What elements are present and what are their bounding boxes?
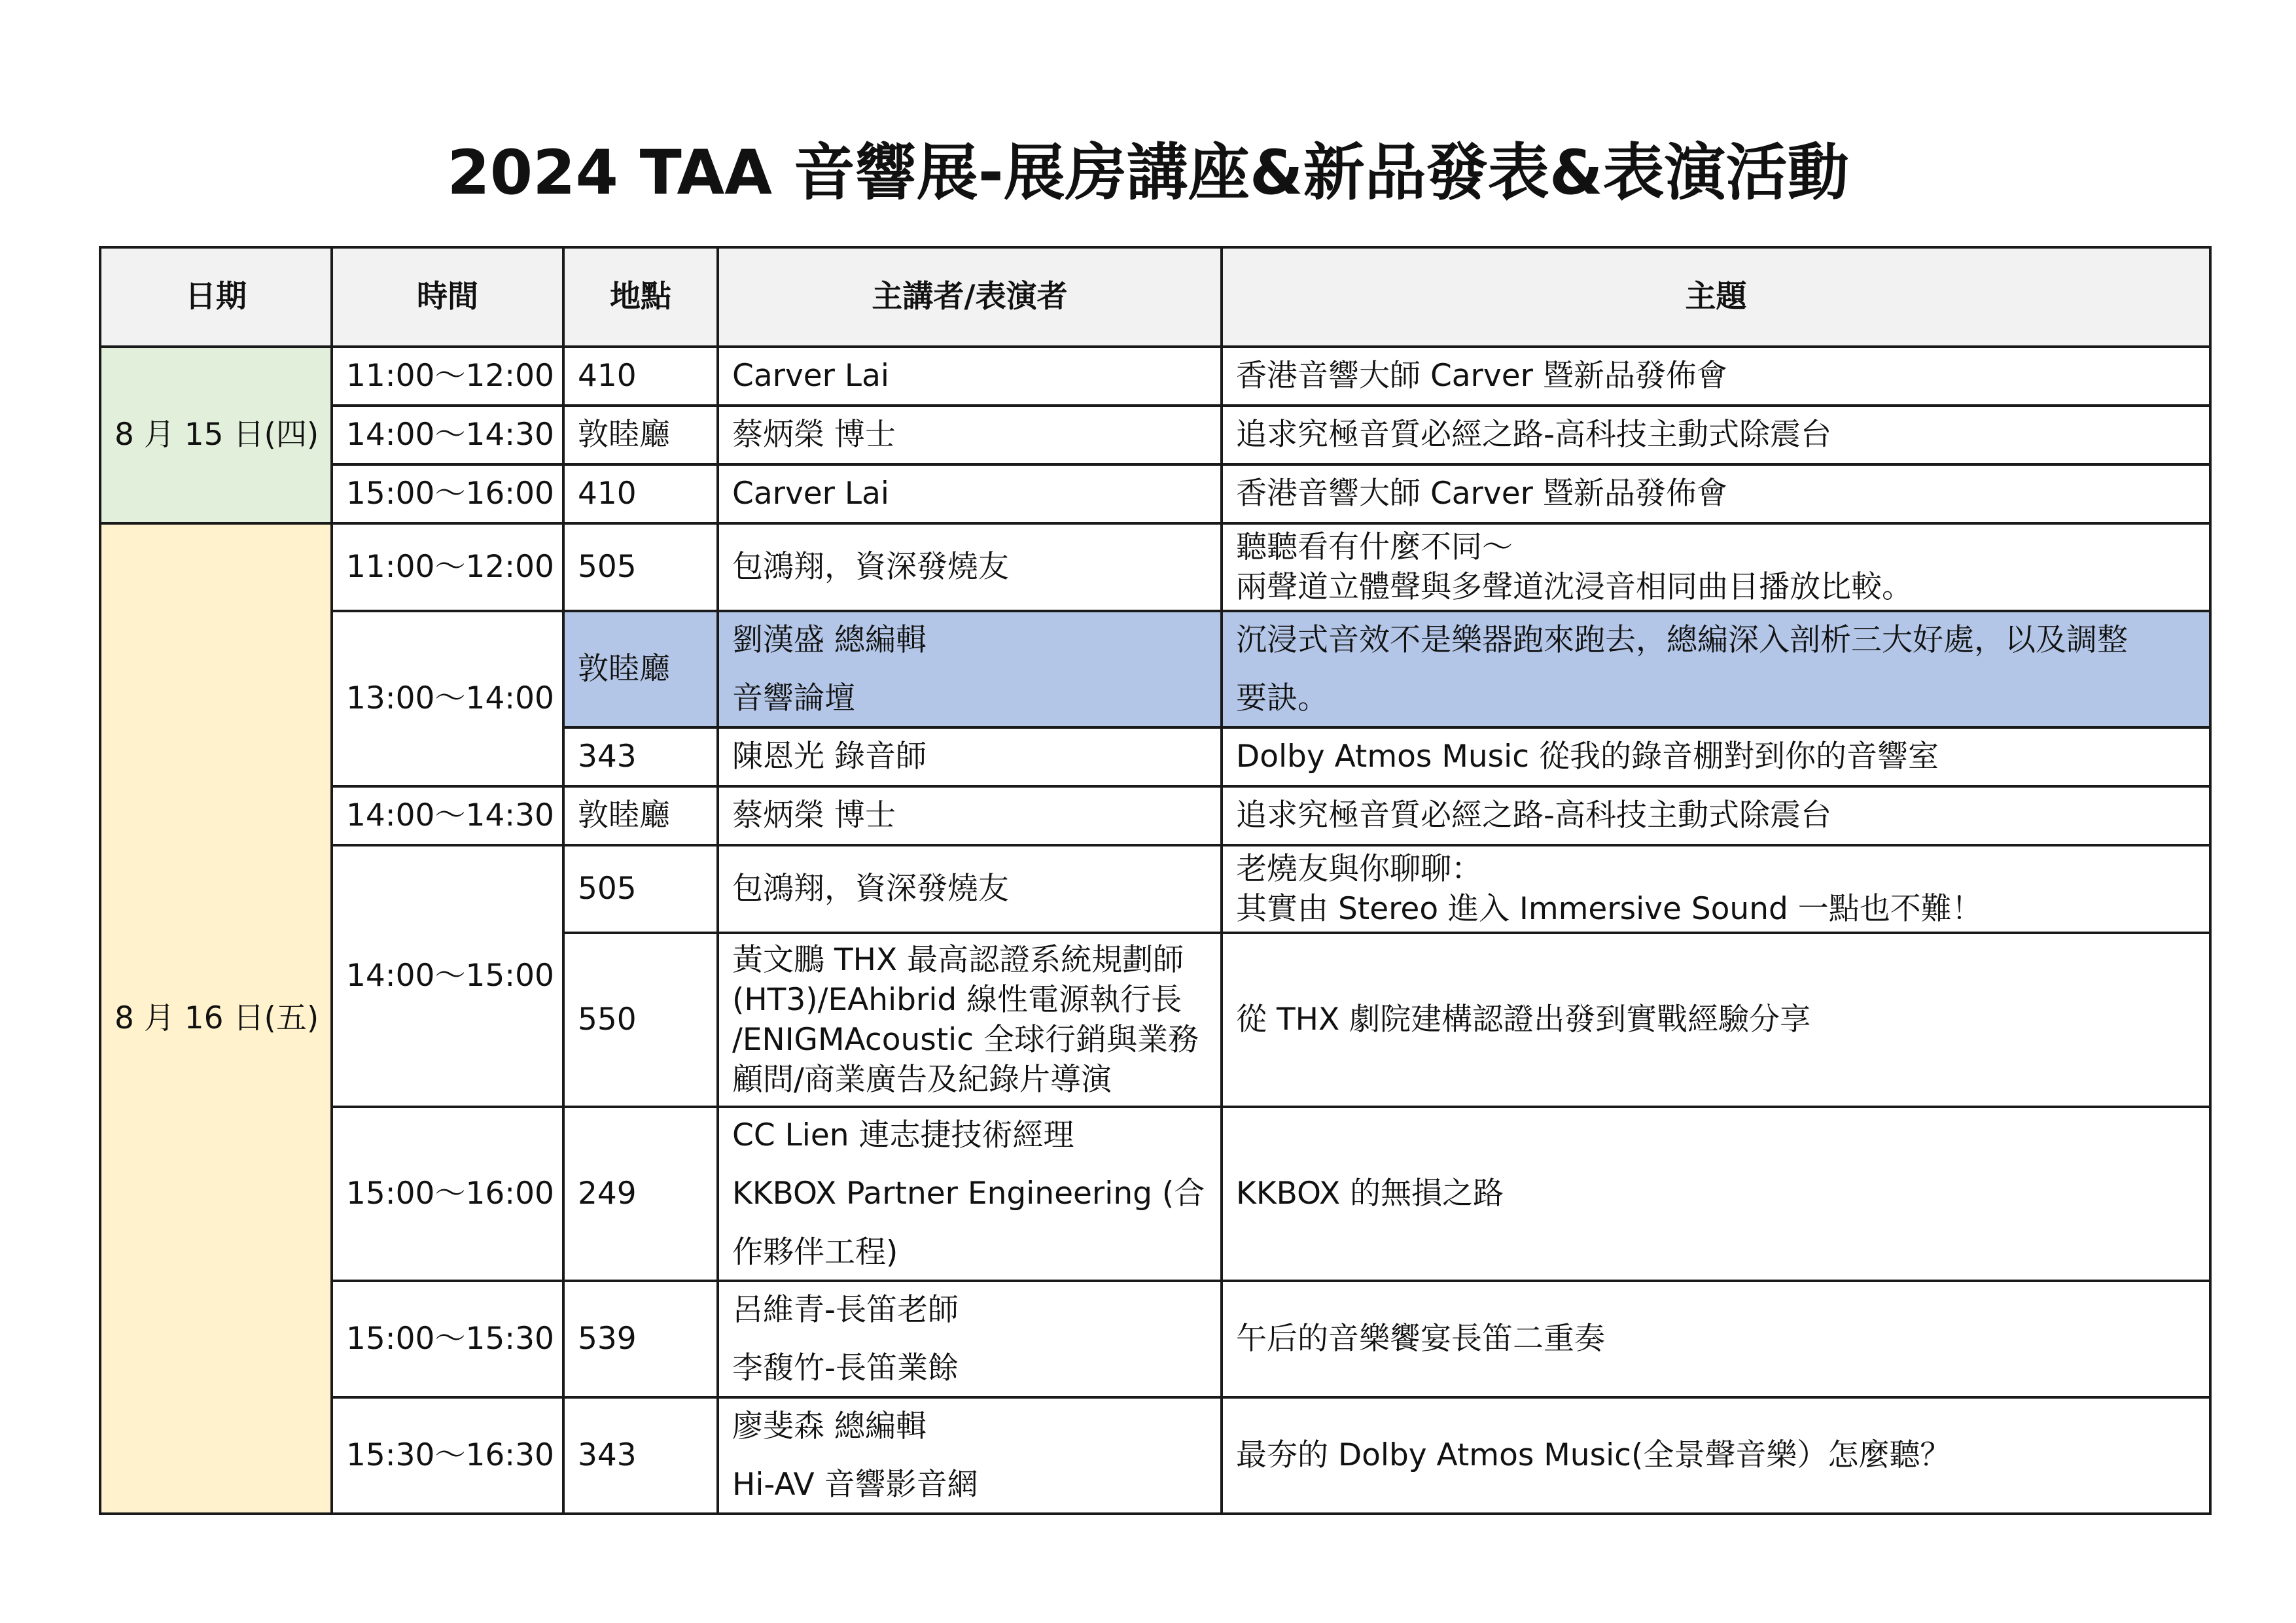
page-title: 2024 TAA 音響展-展房講座&新品發表&表演活動 [447,137,1849,209]
topic-cell: 追求究極音質必經之路-高科技主動式除震台 [1222,786,2210,845]
header-time: 時間 [332,247,563,347]
time-cell: 14:00～15:00 [332,845,563,1107]
location-cell: 539 [563,1281,718,1397]
time-cell: 14:00～14:30 [332,786,563,845]
header-topic: 主題 [1222,247,2210,347]
speaker-line: 音響論壇 [732,680,855,716]
topic-cell [1222,611,2210,727]
header-location: 地點 [563,247,718,347]
time-cell: 15:00～15:30 [332,1281,563,1397]
date-cell: 8 月 15 日(四) [100,347,332,523]
location-cell: 410 [563,347,718,406]
speaker-cell: 蔡炳榮 博士 [718,786,1222,845]
speaker-line: (HT3)/EAhibrid 線性電源執行長 [732,981,1182,1018]
speaker-line: 劉漢盛 總編輯 [732,621,927,658]
time-cell: 13:00～14:00 [332,611,563,786]
table-row [100,845,2210,933]
table-row [100,1397,2210,1514]
speaker-line: Hi-AV 音響影音網 [732,1467,978,1503]
location-cell: 550 [563,933,718,1107]
time-cell: 14:00～14:30 [332,406,563,464]
location-cell: 249 [563,1107,718,1281]
speaker-line: 黃文鵬 THX 最高認證系統規劃師 [732,941,1184,978]
topic-line: 聽聽看有什麼不同～ [1236,529,1513,565]
location-cell: 343 [563,1397,718,1514]
topic-cell: KKBOX 的無損之路 [1222,1107,2210,1281]
table-row [100,406,2210,464]
location-cell: 343 [563,727,718,786]
time-cell: 15:00～16:00 [332,1107,563,1281]
topic-cell: 午后的音樂饗宴長笛二重奏 [1222,1281,2210,1397]
topic-cell: Dolby Atmos Music 從我的錄音棚對到你的音響室 [1222,727,2210,786]
topic-line: 要訣。 [1236,680,1328,716]
time-cell: 15:00～16:00 [332,464,563,523]
table-row [100,786,2210,845]
table-row [100,347,2210,406]
schedule-table [99,246,2212,1515]
time-cell: 11:00～12:00 [332,523,563,611]
location-cell: 敦睦廳 [563,611,718,727]
header-speaker: 主講者/表演者 [718,247,1222,347]
speaker-cell [718,611,1222,727]
speaker-cell: 包鴻翔，資深發燒友 [718,845,1222,933]
speaker-cell: Carver Lai [718,464,1222,523]
date-cell: 8 月 16 日(五) [100,523,332,1514]
speaker-cell: Carver Lai [718,347,1222,406]
topic-line: 老燒友與你聊聊： [1236,850,1482,887]
speaker-line: /ENIGMAcoustic 全球行銷與業務 [732,1022,1199,1058]
table-row [100,1107,2210,1281]
topic-cell: 最夯的 Dolby Atmos Music(全景聲音樂）怎麼聽？ [1222,1397,2210,1514]
speaker-line: 廖斐森 總編輯 [732,1408,927,1444]
table-row [100,523,2210,611]
topic-cell: 香港音響大師 Carver 暨新品發佈會 [1222,347,2210,406]
location-cell: 505 [563,523,718,611]
speaker-line: KKBOX Partner Engineering (合 [732,1176,1205,1212]
speaker-cell: 陳恩光 錄音師 [718,727,1222,786]
speaker-cell [718,933,1222,1107]
table-row [100,1281,2210,1397]
speaker-line: 呂維青-長笛老師 [732,1291,959,1328]
speaker-cell [718,1281,1222,1397]
time-cell: 11:00～12:00 [332,347,563,406]
speaker-line: 作夥伴工程) [732,1234,898,1270]
location-cell: 敦睦廳 [563,406,718,464]
speaker-cell: 蔡炳榮 博士 [718,406,1222,464]
time-cell: 15:30～16:30 [332,1397,563,1514]
speaker-line: CC Lien 連志捷技術經理 [732,1117,1074,1154]
location-cell: 505 [563,845,718,933]
topic-line: 沉浸式音效不是樂器跑來跑去，總編深入剖析三大好處，以及調整 [1236,621,2128,658]
speaker-cell [718,1107,1222,1281]
header-date: 日期 [100,247,332,347]
topic-cell [1222,845,2210,933]
table-row [100,611,2210,727]
topic-cell: 從 THX 劇院建構認證出發到實戰經驗分享 [1222,933,2210,1107]
topic-line: 其實由 Stereo 進入 Immersive Sound 一點也不難！ [1236,891,1983,927]
topic-line: 兩聲道立體聲與多聲道沈浸音相同曲目播放比較。 [1236,569,1913,605]
header-row [100,247,2210,347]
speaker-cell [718,1397,1222,1514]
topic-cell: 追求究極音質必經之路-高科技主動式除震台 [1222,406,2210,464]
speaker-cell: 包鴻翔，資深發燒友 [718,523,1222,611]
speaker-line: 顧問/商業廣告及紀錄片導演 [732,1062,1112,1098]
table-row [100,464,2210,523]
topic-cell [1222,523,2210,611]
location-cell: 410 [563,464,718,523]
speaker-line: 李馥竹-長笛業餘 [732,1350,959,1386]
location-cell: 敦睦廳 [563,786,718,845]
topic-cell: 香港音響大師 Carver 暨新品發佈會 [1222,464,2210,523]
